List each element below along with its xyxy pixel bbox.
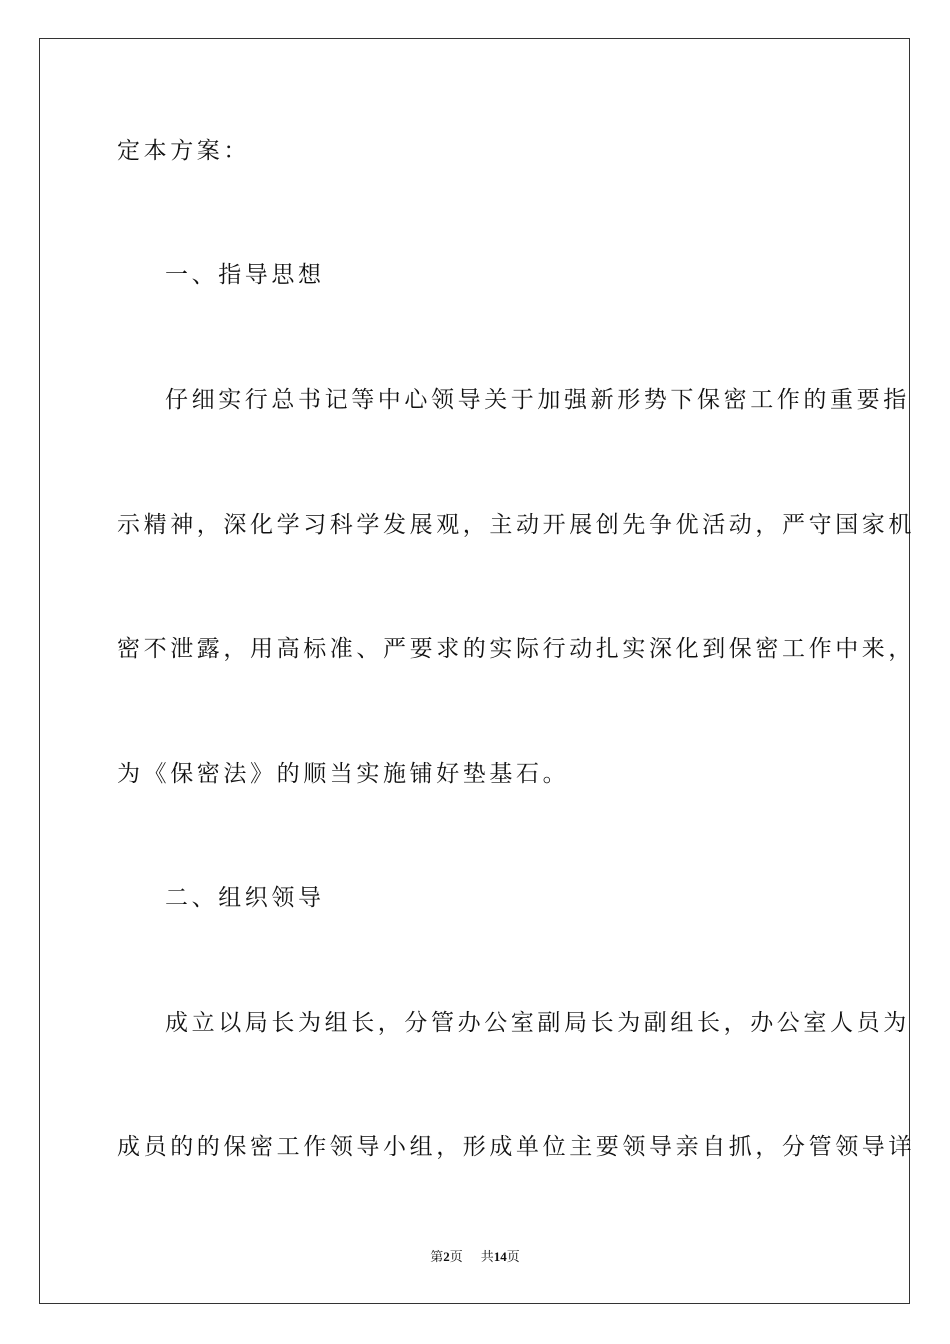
paragraph-line: 成员的的保密工作领导小组，形成单位主要领导亲自抓，分管领导详 <box>117 1134 915 1160</box>
paragraph-line: 仔细实行总书记等中心领导关于加强新形势下保密工作的重要指 <box>165 387 910 413</box>
total-suffix: 页 <box>506 1249 520 1264</box>
page-border <box>39 38 910 1304</box>
page-prefix: 第 <box>430 1249 444 1264</box>
section-heading: 一、指导思想 <box>165 262 325 288</box>
paragraph-line: 密不泄露，用高标准、严要求的实际行动扎实深化到保密工作中来， <box>117 636 915 662</box>
paragraph-line: 为《保密法》的顺当实施铺好垫基石。 <box>117 761 570 787</box>
page-suffix: 页 <box>449 1249 463 1264</box>
paragraph-line: 示精神，深化学习科学发展观，主动开展创先争优活动，严守国家机 <box>117 512 915 538</box>
page-number: 2 <box>443 1249 450 1264</box>
paragraph-line: 定本方案： <box>117 138 250 164</box>
total-pages: 14 <box>493 1249 507 1264</box>
page-footer <box>0 1246 950 1265</box>
section-heading: 二、组织领导 <box>165 885 325 911</box>
paragraph-line: 成立以局长为组长，分管办公室副局长为副组长，办公室人员为 <box>165 1010 910 1036</box>
total-prefix: 共 <box>480 1249 494 1264</box>
